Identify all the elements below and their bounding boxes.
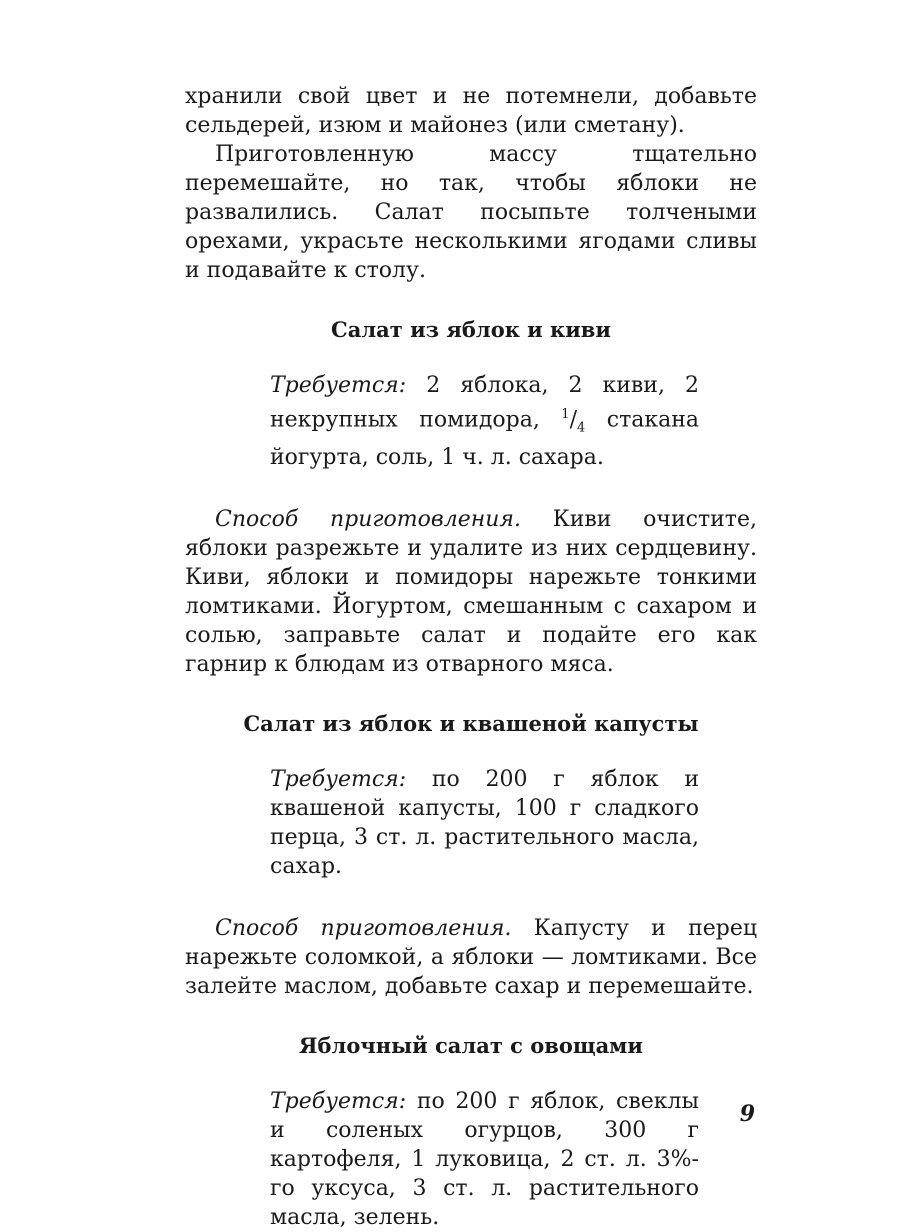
recipe-title: Яблочный салат с овощами [299,1032,643,1058]
method-text: Капусту и перец нарежьте соломкой, а яблоки — ломтиками. Все залейте маслом, добавьте сахар и перемешайте. [185,915,757,999]
recipe-requirements [185,1087,757,1232]
requirements-text: по 200 г яблок, свеклы и соленых огурцов, 300 г картофеля, 1 луковица, 2 ст. л. 3%-го уксуса, 3 ст. л. растительного масла, зелень. [270,1088,699,1230]
intro-paragraph-continued: хранили свой цвет и не потемнели, добавьте сельдерей, изюм и майонез (или сметану). [185,84,757,138]
requirements-text: стакана йогурта, соль, 1 ч. л. сахара. [270,407,699,470]
fraction-denominator: 4 [577,420,586,436]
requirements-label: Требуется: [270,373,407,398]
method-label: Способ приготовления. [215,506,521,532]
recipe-method [185,505,757,679]
fraction-numerator: 1 [561,407,570,422]
requirements-text: по 200 г яблок и квашеной капусты, 100 г сладкого перца, 3 ст. л. растительного масла, сахар. [270,766,699,879]
method-label: Способ приготовления. [215,915,512,941]
intro-paragraph-2: Приготовленную массу тщательно перемешайте, но так, чтобы яблоки не развалились. Салат посыпьте толчеными орехами, украсьте несколькими ягодами сливы и подавайте к столу. [185,142,757,283]
recipe-method [185,914,757,1001]
recipe-title: Салат из яблок и киви [331,317,611,342]
page-body [185,82,757,1232]
requirements-label: Требуется: [270,766,407,792]
recipe-requirements: Требуется: 2 яблока, 2 киви, 2 некрупных помидора, $^1/_4$ стакана йогурта, соль, 1 ч. л. сахара. [270,373,699,470]
requirements-label: Требуется: [270,1088,407,1114]
requirements-text: 2 яблока, 2 киви, 2 некрупных помидора, [270,373,699,433]
page-number: 9 [739,1101,755,1127]
recipe-requirements [185,765,757,881]
method-text: Киви очистите, яблоки разрежьте и удалите из них сердцевину. Киви, яблоки и помидоры нарежьте тонкими ломтиками. Йогуртом, смешанным с сахаром и солью, заправьте салат и подайте его как гарнир к блюдам из отварного мяса. [185,506,757,677]
recipe-title: Салат из яблок и квашеной капусты [243,710,699,736]
